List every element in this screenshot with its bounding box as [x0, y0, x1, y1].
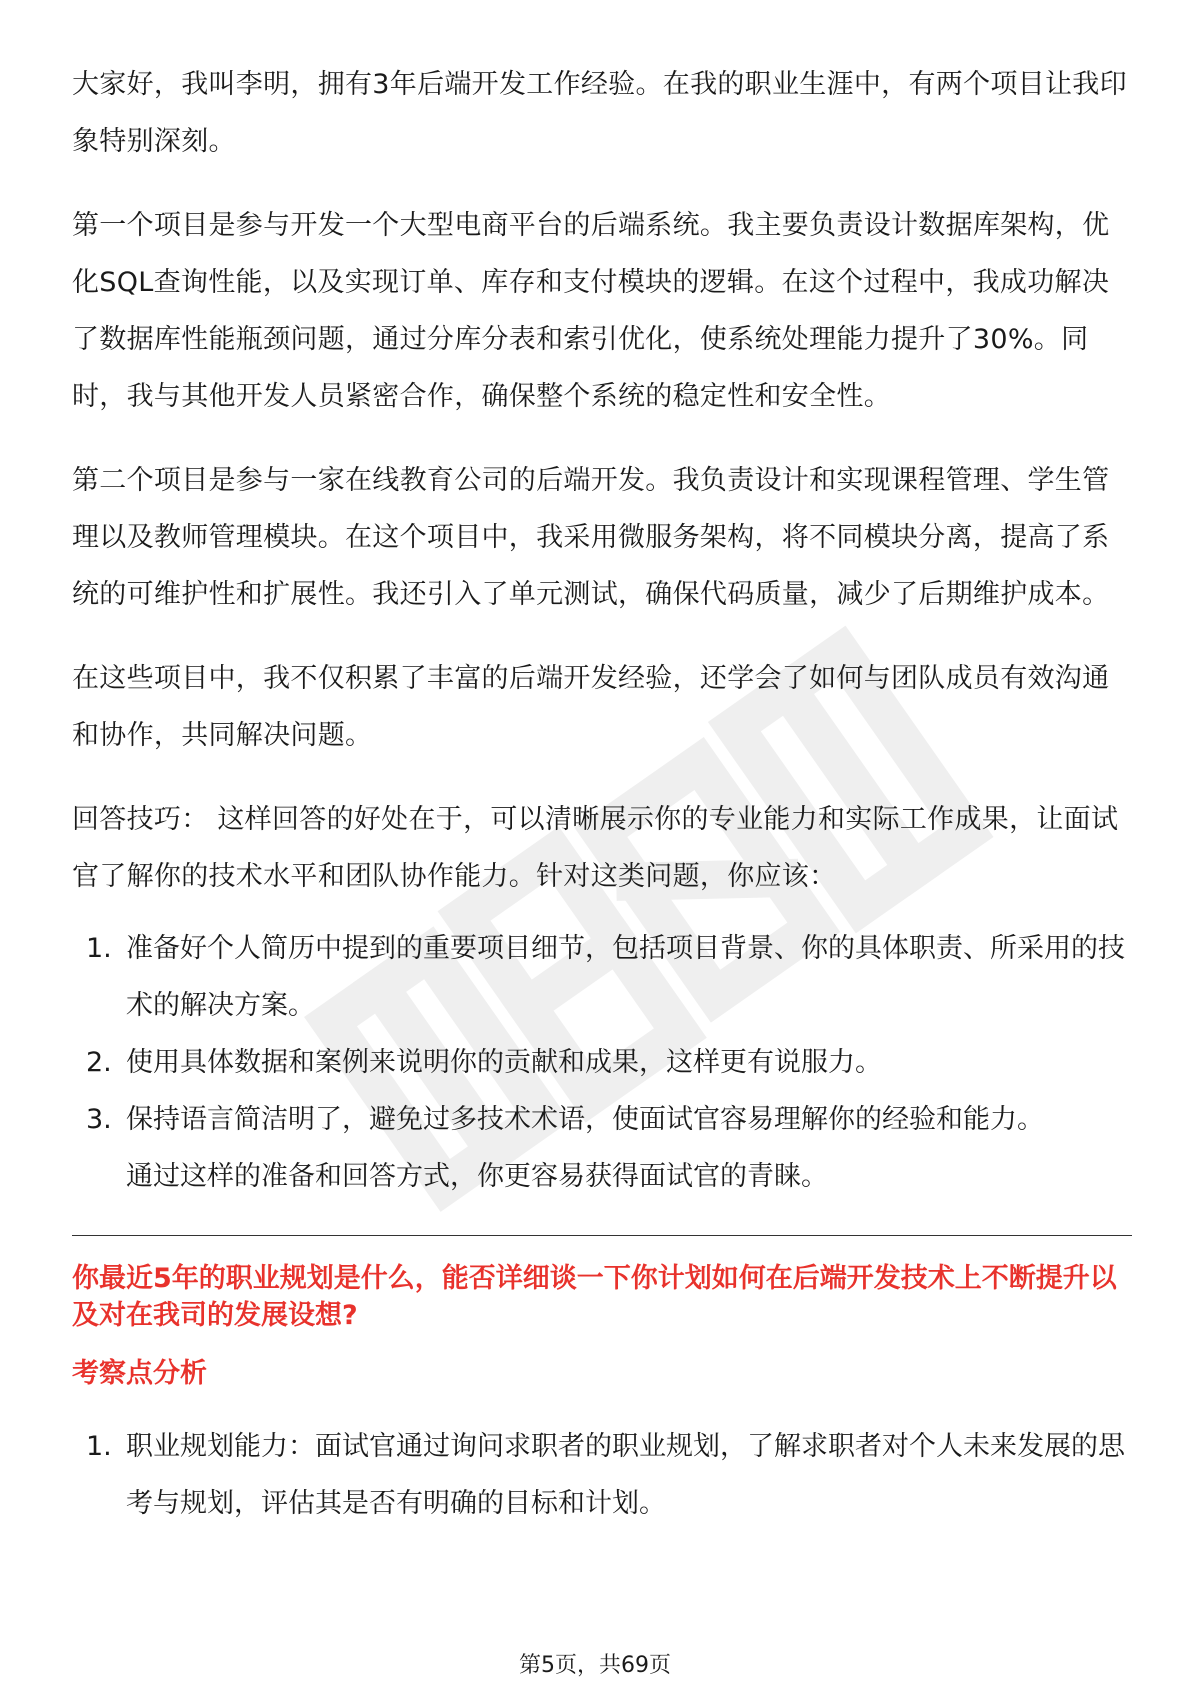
list-item [72, 1034, 1132, 1091]
closing-text: 通过这样的准备和回答方式，你更容易获得面试官的青睐。 [126, 1161, 828, 1192]
list-item [72, 920, 1132, 1034]
tips-list [72, 920, 1132, 1148]
section-divider [72, 1235, 1132, 1236]
document-page [72, 56, 1132, 1532]
list-number: 3. [86, 1104, 112, 1135]
summary-paragraph: 在这些项目中，我不仅积累了丰富的后端开发经验，还学会了如何与团队成员有效沟通和协作，共同解决问题。 [72, 663, 1110, 751]
list-number: 1. [86, 933, 112, 964]
analysis-list [72, 1418, 1132, 1532]
list-item [72, 1091, 1132, 1148]
project-two-paragraph: 第二个项目是参与一家在线教育公司的后端开发。我负责设计和实现课程管理、学生管理以及教师管理模块。在这个项目中，我采用微服务架构，将不同模块分离，提高了系统的可维护性和扩展性。我还引入了单元测试，确保代码质量，减少了后期维护成本。 [72, 465, 1110, 610]
intro-paragraph: 大家好，我叫李明，拥有3年后端开发工作经验。在我的职业生涯中，有两个项目让我印象特别深刻。 [72, 69, 1127, 157]
page-footer: 第5页，共69页 [519, 1653, 671, 1678]
list-number: 1. [86, 1431, 112, 1462]
list-number: 2. [86, 1047, 112, 1078]
list-item-text: 职业规划能力：面试官通过询问求职者的职业规划，了解求职者对个人未来发展的思考与规划，评估其是否有明确的目标和计划。 [126, 1431, 1125, 1519]
project-one-paragraph: 第一个项目是参与开发一个大型电商平台的后端系统。我主要负责设计数据库架构，优化SQL查询性能，以及实现订单、库存和支付模块的逻辑。在这个过程中，我成功解决了数据库性能瓶颈问题，通过分库分表和索引优化，使系统处理能力提升了30%。同时，我与其他开发人员紧密合作，确保整个系统的稳定性和安全性。 [72, 210, 1110, 412]
interview-question: 你最近5年的职业规划是什么，能否详细谈一下你计划如何在后端开发技术上不断提升以及对在我司的发展设想? [72, 1263, 1117, 1331]
list-item-text: 准备好个人简历中提到的重要项目细节，包括项目背景、你的具体职责、所采用的技术的解决方案。 [126, 933, 1125, 1021]
list-item [72, 1418, 1132, 1532]
section-title: 考察点分析 [72, 1358, 207, 1389]
list-item-text: 保持语言简洁明了，避免过多技术术语，使面试官容易理解你的经验和能力。 [126, 1104, 1044, 1135]
answer-tips-paragraph: 回答技巧： 这样回答的好处在于，可以清晰展示你的专业能力和实际工作成果，让面试官了解你的技术水平和团队协作能力。针对这类问题，你应该： [72, 804, 1119, 892]
list-item-text: 使用具体数据和案例来说明你的贡献和成果，这样更有说服力。 [126, 1047, 882, 1078]
